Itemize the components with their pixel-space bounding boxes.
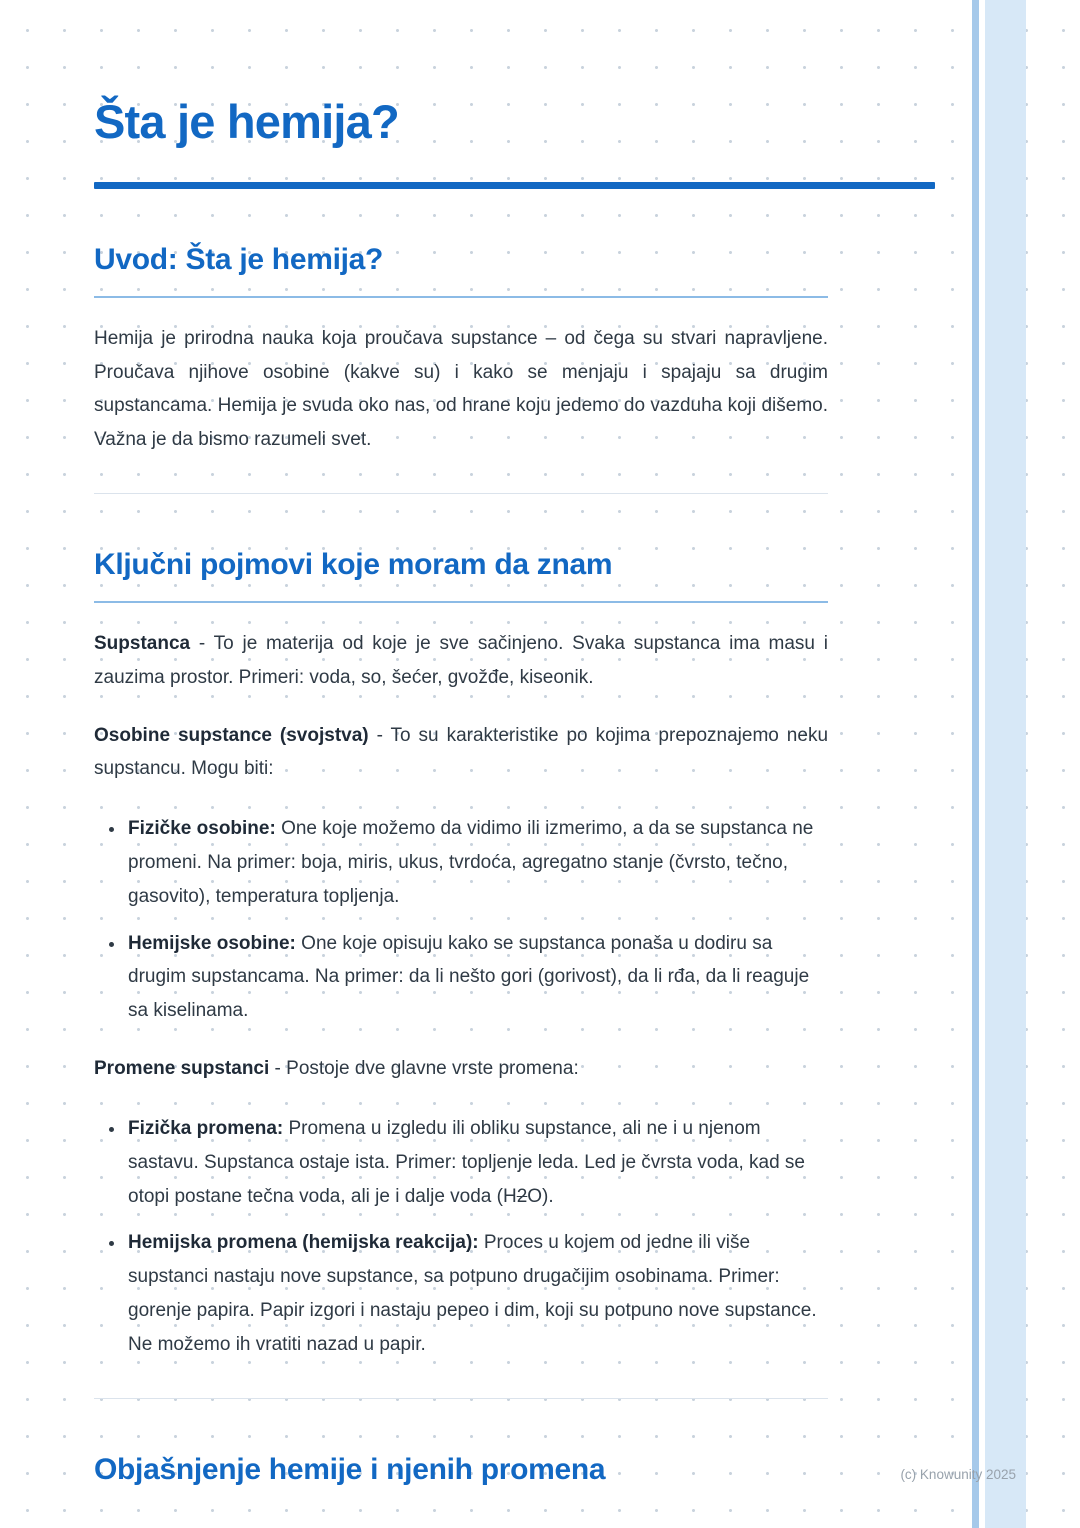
chemical-change-label: Hemijska promena (hemijska reakcija): [128,1232,479,1254]
list-item-physical-properties [126,812,828,913]
physical-change-label: Fizička promena: [128,1117,284,1139]
title-underline-rule [94,182,935,189]
page-edge-band [985,0,1026,1528]
copyright-footer: (c) Knowunity 2025 [900,1467,1016,1482]
section-key-terms [94,548,828,1362]
section-intro [94,243,828,457]
physical-change-text: Promena u izgledu ili obliku supstance, ali ne i u njenom sastavu. Supstanca ostaje ista. Primer: topljenje leda. Led je čvrsta voda, kad se otopi postane tečna voda, ali je i dalje voda (H [128,1117,805,1207]
physical-properties-text: One koje možemo da vidimo ili izmerimo, a da se supstanca ne promeni. Na primer: boja, miris, ukus, tvrdoća, agregatno stanje (čvrsto, tečno, gasovito), temperatura topljenja. [128,818,814,907]
term-promene-label: Promene supstanci [94,1058,270,1080]
term-supstanca-label: Supstanca [94,632,191,654]
page-edge-line [972,0,979,1528]
physical-change-text-end: O). [527,1185,554,1207]
intro-paragraph: Hemija je prirodna nauka koja proučava supstance – od čega su stvari napravljene. Proučava njihove osobine (kakve su) i kako se menjaju i spajaju sa drugim supstancama. Hemija je svuda oko nas, od hrane koju jedemo do vazduha koji dišemo. Važna je da bismo razumeli svet. [94,327,828,451]
changes-list [94,1112,828,1362]
paragraph-supstanca [94,627,828,695]
page-title: Šta je hemija? [94,95,399,148]
list-item-physical-change [126,1112,828,1213]
h2o-subscript: 2 [516,1185,528,1207]
term-promene-definition: - Postoje dve glavne vrste promena: [269,1058,579,1080]
list-item-chemical-change [126,1226,828,1361]
section-divider-2 [94,1398,828,1399]
section-divider-1 [94,493,828,494]
list-item-chemical-properties [126,927,828,1028]
chemical-properties-text: One koje opisuju kako se supstanca ponaša u dodiru sa drugim supstancama. Na primer: da li nešto gori (gorivost), da li rđa, da li reaguje sa kiselinama. [128,932,810,1022]
chemical-properties-label: Hemijske osobine: [128,932,296,954]
paragraph-promene [94,1052,828,1086]
explanation-heading: Objašnjenje hemije i njenih promena [94,1452,606,1486]
section-explanation [94,1453,828,1487]
term-supstanca-definition: - To je materija od koje je sve sačinjeno. Svaka supstanca ima masu i zauzima prostor. Primeri: voda, so, šećer, gvožđe, kiseonik. [94,632,828,688]
properties-list [94,812,828,1028]
note-content [94,0,828,1487]
intro-heading: Uvod: Šta je hemija? [94,243,828,298]
physical-properties-label: Fizičke osobine: [128,818,276,840]
term-osobine-label: Osobine supstance (svojstva) [94,724,369,746]
key-terms-heading: Ključni pojmovi koje moram da znam [94,548,828,603]
term-osobine-definition: - To su karakteristike po kojima prepoznajemo neku supstancu. Mogu biti: [94,724,829,780]
paragraph-osobine [94,719,828,787]
chemical-change-text: Proces u kojem od jedne ili više supstanci nastaju nove supstance, sa potpuno drugačijim osobinama. Primer: gorenje papira. Papir izgori i nastaju pepeo i dim, koji su potpuno nove supstance. Ne možemo ih vratiti nazad u papir. [128,1232,817,1355]
